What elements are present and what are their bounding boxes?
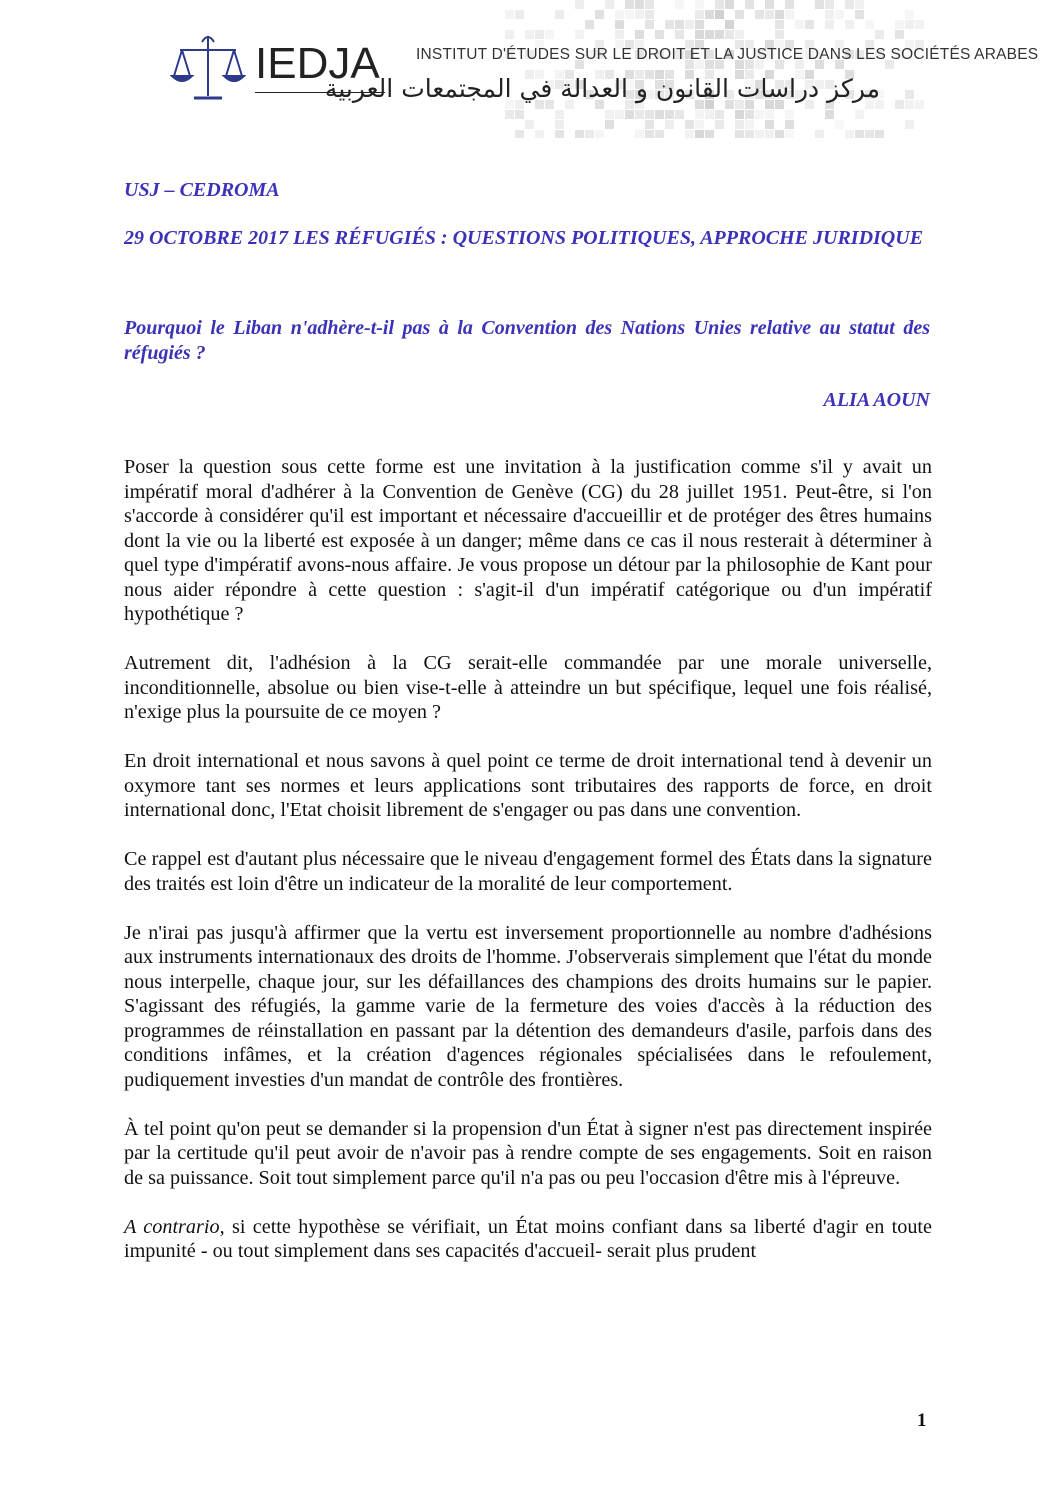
logo-text: IEDJA	[255, 39, 380, 88]
latin-phrase: A contrario	[124, 1215, 220, 1238]
paragraph: Ce rappel est d'autant plus nécessaire que le niveau d'engagement formel des États dans la signature des traités est loin d'être un indicateur de la moralité de leur comportement.	[124, 848, 932, 895]
body-text	[124, 455, 932, 1288]
paragraph: En droit international et nous savons à quel point ce terme de droit international tend à devenir un oxymore tant ses normes et leurs applications sont tributaires des rapports de force, en droit international donc, l'Etat choisit librement de s'engager ou pas dans une convention.	[124, 750, 932, 821]
event-heading: 29 OCTOBRE 2017 LES RÉFUGIÉS : QUESTIONS POLITIQUES, APPROCHE JURIDIQUE	[124, 227, 924, 249]
paragraph: Autrement dit, l'adhésion à la CG serait-elle commandée par une morale universelle, inconditionnelle, absolue ou bien vise-t-elle à atteindre un but spécifique, lequel une fois réalisé, n'exige plus la poursuite de ce moyen ?	[124, 652, 932, 723]
paragraph: Je n'irai pas jusqu'à affirmer que la vertu est inversement proportionnelle au nombre d'adhésions aux instruments internationaux des droits de l'homme. J'observerais simplement que l'état du monde nous interpelle, chaque jour, sur les défaillances des champions des droits humains sur le papier. S'agissant des réfugiés, la gamme varie de la fermeture des voies d'accès à la réduction des programmes de réinstallation en passant par la détention des demandeurs d'asile, parfois dans des conditions infâmes, et la création d'agences régionales spécialisées dans le refoulement, pudiquement investies d'un mandat de contrôle des frontières.	[124, 921, 932, 1091]
page-number: 1	[917, 1410, 927, 1431]
world-map-mosaic	[505, 0, 925, 138]
author-name: ALIA AOUN	[823, 389, 930, 411]
organization-heading: USJ – CEDROMA	[124, 179, 280, 201]
paragraph: Poser la question sous cette forme est une invitation à la justification comme s'il y avait un impératif moral d'adhérer à la Convention de Genève (CG) du 28 juillet 1951. Peut-être, si l'on s'accorde à considérer qu'il est important et nécessaire d'accueillir et de protéger des êtres humains dont la vie ou la liberté est exposée à un danger; même dans ce cas il nous resterait à déterminer à quel type d'impératif avons-nous affaire. Je vous propose un détour par la philosophie de Kant pour nous aider répondre à cette question : s'agit-il d'un impératif catégorique ou d'un impératif hypothétique ?	[124, 456, 932, 625]
institute-name-ar: مركز دراسات القانون و العدالة في المجتمعات العربية	[324, 74, 880, 103]
paragraph-text: , si cette hypothèse se vérifiait, un État moins confiant dans sa liberté d'agir en toute impunité - ou tout simplement dans ses capacités d'accueil- serait plus prudent	[124, 1215, 932, 1262]
institute-name-fr: INSTITUT D'ÉTUDES SUR LE DROIT ET LA JUSTICE DANS LES SOCIÉTÉS ARABES	[416, 46, 1039, 63]
page-header	[0, 0, 1058, 140]
paragraph	[124, 1215, 932, 1264]
document-title: Pourquoi le Liban n'adhère-t-il pas à la Convention des Nations Unies relative au statut des réfugiés ?	[124, 317, 930, 364]
paragraph: À tel point qu'on peut se demander si la propension d'un État à signer n'est pas directement inspirée par la certitude qu'il peut avoir de n'avoir pas à rendre compte de ses engagements. Soit en raison de sa puissance. Soit tout simplement parce qu'il n'a pas ou peu l'occasion d'être mis à l'épreuve.	[124, 1117, 932, 1189]
scales-of-justice-icon	[168, 28, 248, 104]
